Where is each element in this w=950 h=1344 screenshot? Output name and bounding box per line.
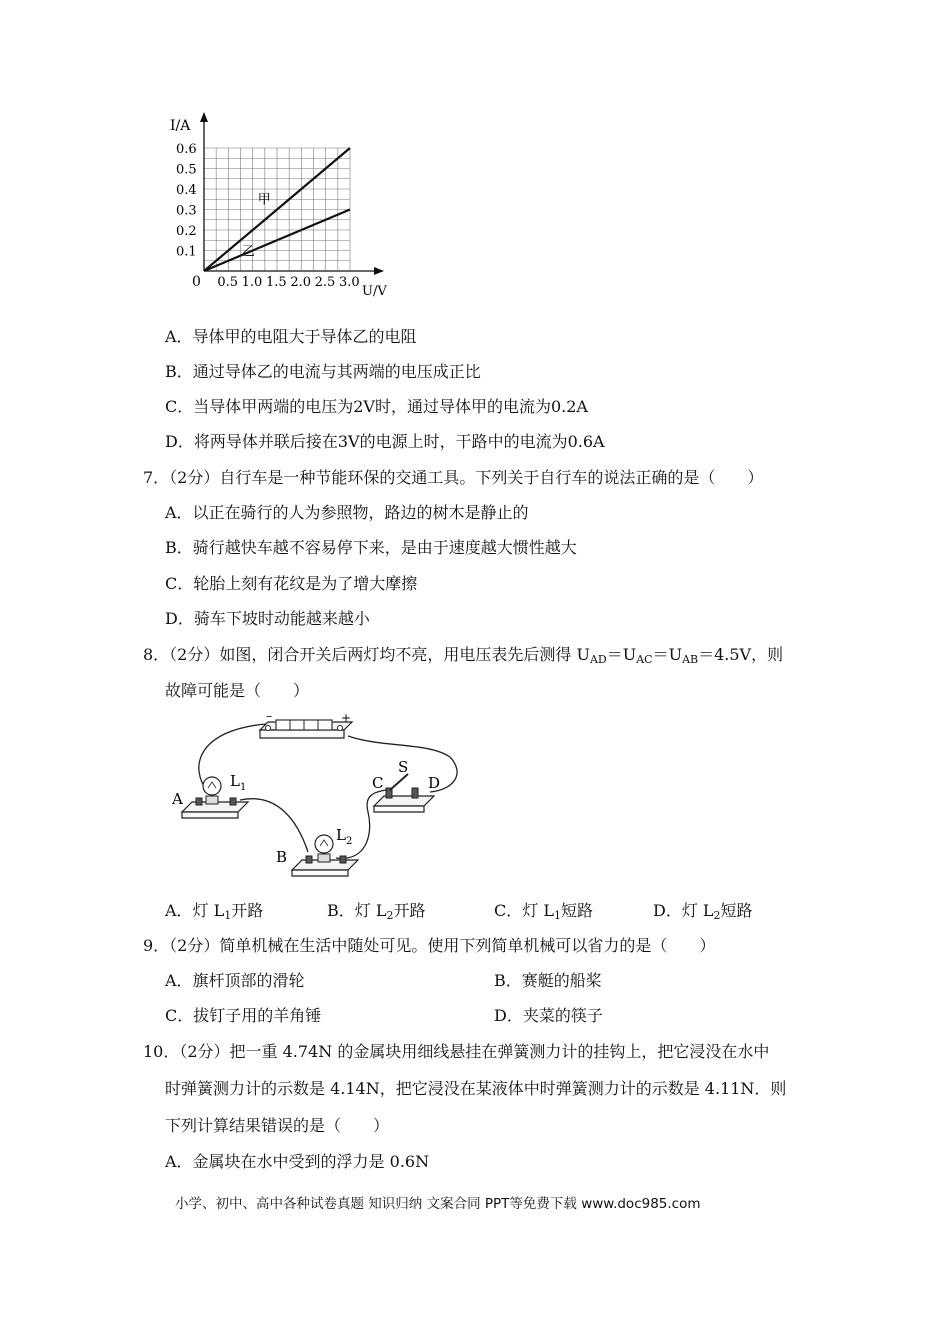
label-c: C <box>372 774 384 792</box>
y-axis-label: I/A <box>170 118 191 134</box>
q8-option-a: A．灯 $L_1$开路 <box>165 901 264 922</box>
label-s: S <box>398 758 409 776</box>
q8-stem-end: ＝4.5V，则 <box>698 645 784 664</box>
x-tick-label: 1.0 <box>241 275 263 290</box>
page-footer: 小学、初中、高中各种试卷真题 知识归纳 文案合同 PPT等免费下载 www.doc985.com <box>175 1196 701 1212</box>
x-tick-label: 3.0 <box>339 275 360 290</box>
q9-option-d: D．夹菜的筷子 <box>494 1006 603 1025</box>
label-d: D <box>428 774 441 792</box>
lamp-l1 <box>182 772 248 818</box>
battery <box>260 712 352 738</box>
series-label-1: 乙 <box>241 244 255 260</box>
iv-graph <box>160 110 400 300</box>
label-a: A <box>172 790 183 808</box>
q10-stem-line1: 10．（2分）把一重 4.74N 的金属块用细线悬挂在弹簧测力计的挂钩上，把它浸没在水中 <box>143 1042 770 1061</box>
x-tick-label: 1.5 <box>266 275 287 290</box>
q10-option-a: A．金属块在水中受到的浮力是 0.6N <box>165 1152 430 1171</box>
q8-option-c: C．灯 $L_1$短路 <box>494 901 593 922</box>
q9-stem: 9．（2分）简单机械在生活中随处可见。使用下列简单机械可以省力的是（ ） <box>143 936 716 955</box>
q8-option-b: B．灯 $L_2$开路 <box>327 901 426 922</box>
x-axis-arrow <box>374 267 384 275</box>
circuit-diagram <box>168 712 468 880</box>
wire-l2-to-c <box>336 790 386 858</box>
q10-stem-line2: 时弹簧测力计的示数是 4.14N，把它浸没在某液体中时弹簧测力计的示数是 4.11N．则 <box>165 1079 787 1098</box>
series-label-0: 甲 <box>257 192 271 208</box>
battery-plus-label: + <box>341 712 352 725</box>
q7-stem: 7．（2分）自行车是一种节能环保的交通工具。下列关于自行车的说法正确的是（ ） <box>143 468 764 487</box>
q7-option-c: C．轮胎上刻有花纹是为了增大摩擦 <box>165 574 418 593</box>
q10-stem-line3: 下列计算结果错误的是（ ） <box>165 1116 390 1135</box>
y-tick-label: 0.4 <box>176 183 197 198</box>
q6-option-d: D．将两导体并联后接在3V的电源上时，干路中的电流为0.6A <box>165 432 605 451</box>
y-axis-arrow <box>200 112 208 122</box>
q8-stem-text: 8．（2分）如图，闭合开关后两灯均不亮，用电压表先后测得 U <box>143 645 590 664</box>
q9-option-a: A．旗杆顶部的滑轮 <box>165 971 305 990</box>
label-b: B <box>276 848 288 866</box>
q8-sub-ac: AC <box>636 653 653 666</box>
q8-eq2: ＝U <box>652 645 683 664</box>
label-l2: $L_2$ <box>336 826 353 847</box>
q9-option-b: B．赛艇的船桨 <box>494 971 602 990</box>
q6-option-b: B．通过导体乙的电流与其两端的电压成正比 <box>165 362 481 381</box>
q8-eq1: ＝U <box>606 645 637 664</box>
label-l1: $L_1$ <box>230 772 247 793</box>
lamp-l2 <box>292 826 358 876</box>
x-axis-label: U/V <box>362 284 387 299</box>
q7-option-a: A．以正在骑行的人为参照物，路边的树木是静止的 <box>165 503 529 522</box>
x-tick-label: 0.5 <box>217 275 239 290</box>
y-tick-label: 0.2 <box>176 224 197 239</box>
q7-option-b: B．骑行越快车越不容易停下来，是由于速度越大惯性越大 <box>165 538 577 557</box>
battery-minus-label: – <box>266 712 272 723</box>
y-tick-label: 0.3 <box>176 203 197 219</box>
x-tick-label: 2.5 <box>314 275 336 290</box>
y-tick-label: 0.1 <box>176 244 197 260</box>
wire-l1-to-l2 <box>240 799 308 852</box>
q8-stem-line2: 故障可能是（ ） <box>165 681 310 700</box>
x-tick-label: 2.0 <box>290 275 312 290</box>
q9-option-c: C．拔钉子用的羊角锤 <box>165 1006 322 1025</box>
origin-label: 0 <box>192 274 201 290</box>
y-tick-label: 0.6 <box>176 142 197 157</box>
q6-option-c: C．当导体甲两端的电压为2V时，通过导体甲的电流为0.2A <box>165 397 588 416</box>
q6-option-a: A．导体甲的电阻大于导体乙的电阻 <box>165 327 417 346</box>
q7-option-d: D．骑车下坡时动能越来越小 <box>165 609 370 628</box>
y-tick-label: 0.5 <box>176 162 197 178</box>
q8-option-d: D．灯 $L_2$短路 <box>653 901 753 922</box>
q8-sub-ad: AD <box>589 653 607 666</box>
q8-sub-ab: AB <box>682 653 699 666</box>
q8-stem-line1 <box>143 644 783 666</box>
